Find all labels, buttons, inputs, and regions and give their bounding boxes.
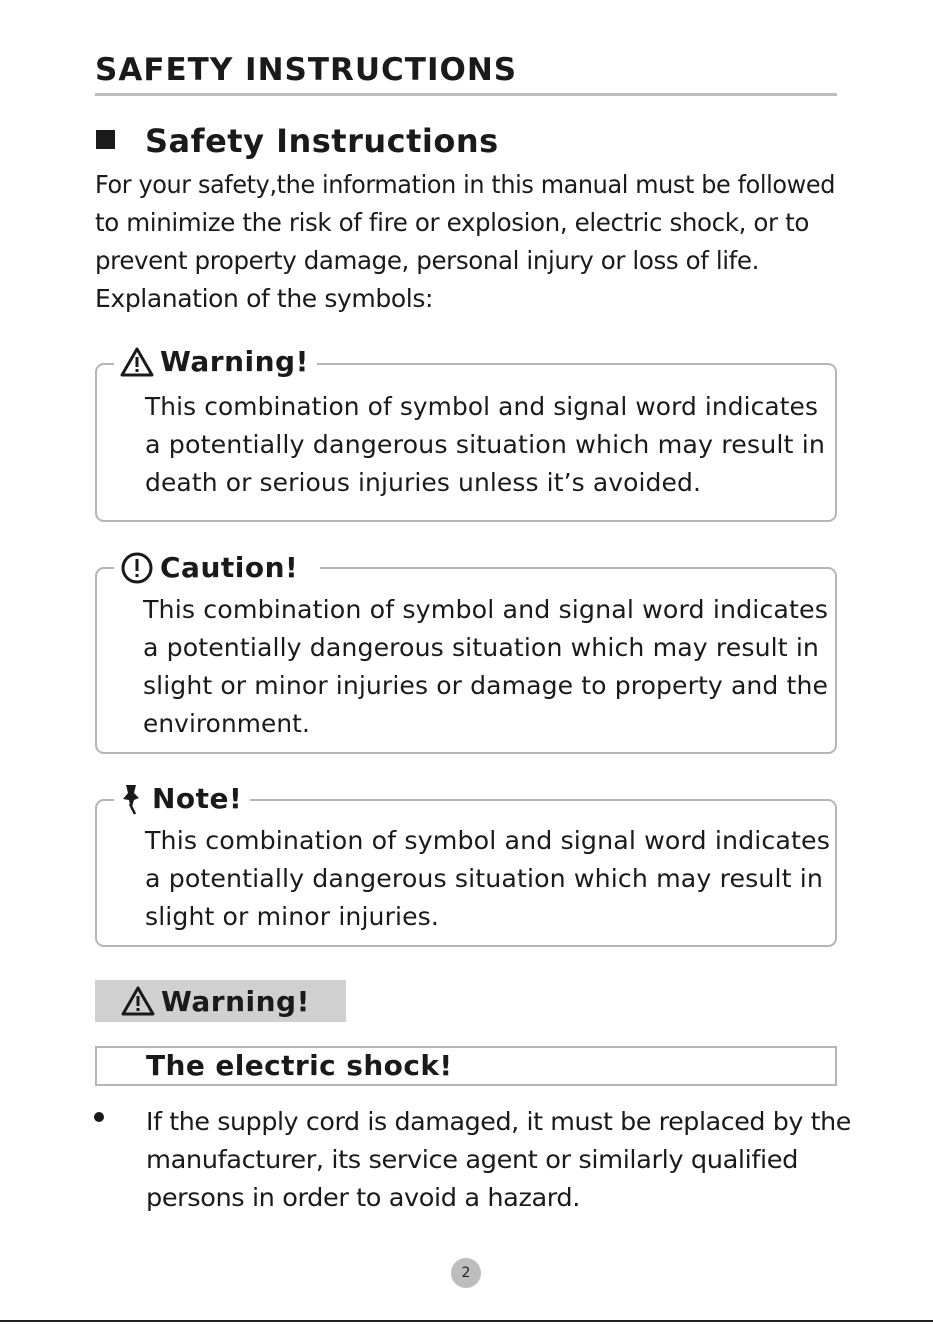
- warning-heading-tab: [95, 980, 346, 1022]
- pushpin-icon: [120, 782, 146, 816]
- intro-line: For your safety,the information in this manual must be followed: [95, 170, 835, 199]
- bullet-text: [146, 1103, 851, 1217]
- intro-line: to minimize the risk of fire or explosion, electric shock, or to: [95, 208, 809, 237]
- caution-legend: [114, 550, 320, 586]
- bottom-divider: [0, 1320, 933, 1322]
- warning-label: Warning!: [160, 345, 309, 378]
- warning-description: [145, 388, 825, 502]
- note-label: Note!: [152, 782, 243, 815]
- note-line: slight or minor injuries.: [145, 902, 439, 931]
- intro-line: Explanation of the symbols:: [95, 284, 433, 313]
- caution-description: [143, 591, 826, 743]
- page-header-title: SAFETY INSTRUCTIONS: [95, 52, 518, 88]
- section-title: Safety Instructions: [145, 122, 499, 160]
- bullet-line: persons in order to avoid a hazard.: [146, 1183, 580, 1212]
- warning-line: This combination of symbol and signal word indicates: [145, 392, 818, 421]
- note-description: [145, 822, 830, 936]
- bullet-line: manufacturer, its service agent or similarly qualified: [146, 1145, 798, 1174]
- page-number: 2: [451, 1258, 481, 1288]
- caution-line: slight or minor injuries or damage to property and the: [143, 671, 828, 700]
- square-bullet-icon: [96, 130, 115, 149]
- warning-line: a potentially dangerous situation which may result in: [145, 430, 825, 459]
- intro-line: prevent property damage, personal injury or loss of life.: [95, 246, 759, 275]
- caution-label: Caution!: [160, 551, 299, 584]
- caution-line: This combination of symbol and signal word indicates: [143, 595, 828, 624]
- bullet-line: If the supply cord is damaged, it must be replaced by the: [146, 1107, 851, 1136]
- note-line: a potentially dangerous situation which may result in: [145, 864, 823, 893]
- warning-legend: [114, 344, 317, 380]
- intro-paragraph: [95, 166, 855, 318]
- warning-heading-label: Warning!: [161, 984, 310, 1018]
- bullet-dot-icon: [94, 1112, 104, 1122]
- header-divider: [95, 93, 837, 96]
- electric-shock-subheading: The electric shock!: [146, 1049, 453, 1082]
- warning-triangle-icon: [120, 347, 154, 377]
- warning-line: death or serious injuries unless it’s avoided.: [145, 468, 701, 497]
- warning-triangle-icon: [121, 986, 155, 1016]
- note-legend: [114, 781, 250, 817]
- caution-line: a potentially dangerous situation which may result in: [143, 633, 819, 662]
- caution-line: environment.: [143, 709, 310, 738]
- note-line: This combination of symbol and signal word indicates: [145, 826, 830, 855]
- exclamation-circle-icon: [120, 551, 154, 585]
